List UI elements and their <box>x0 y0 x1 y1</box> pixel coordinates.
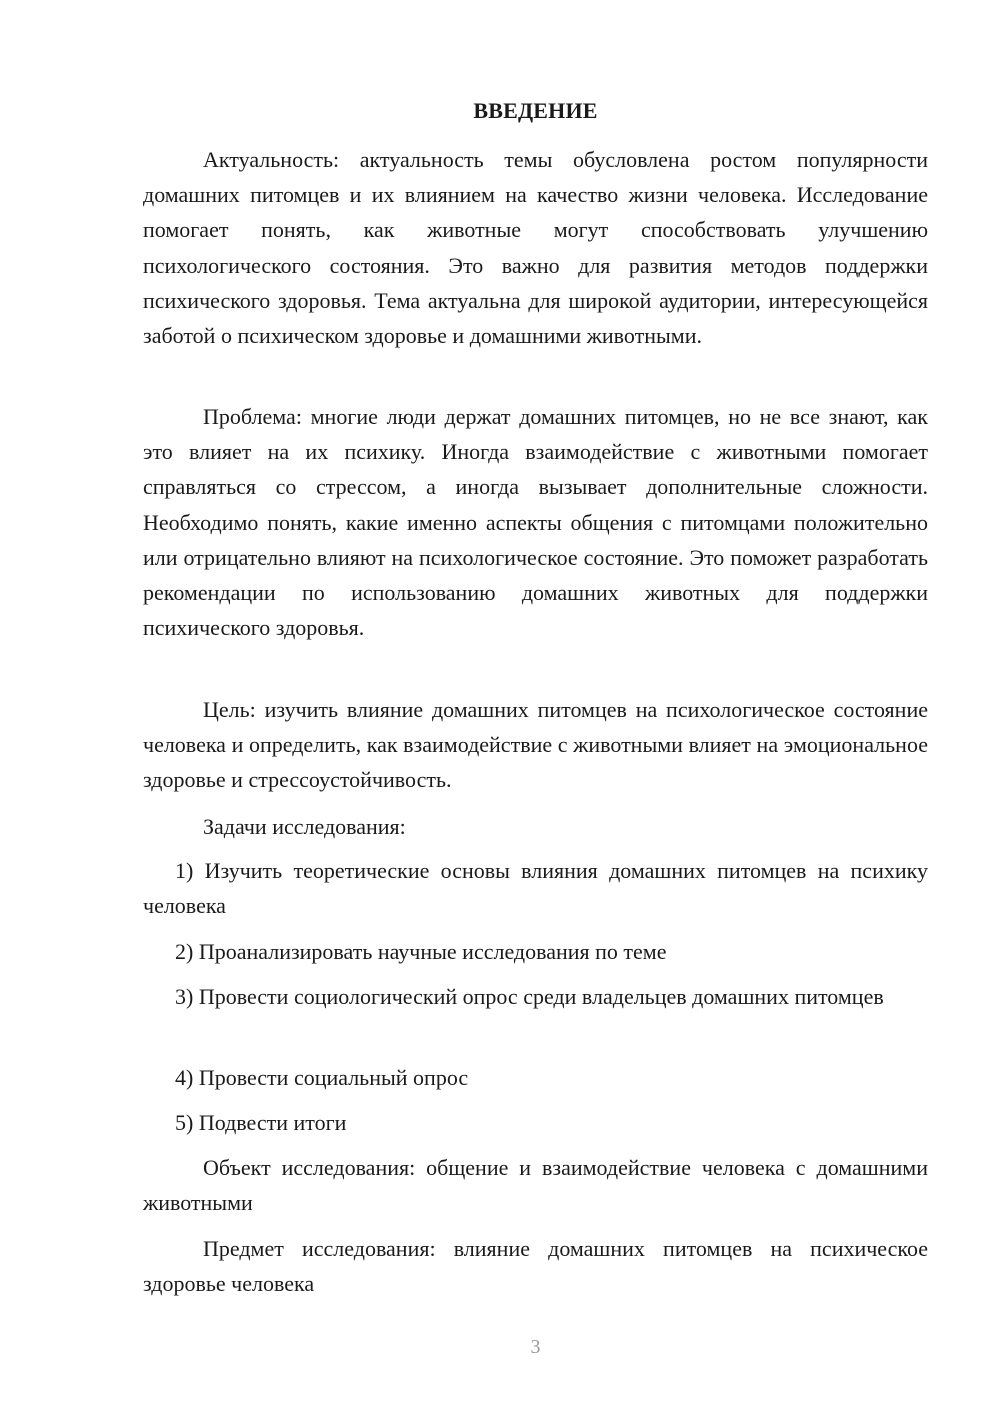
object-paragraph: Объект исследования: общение и взаимодействие человека с домашними животными <box>143 1155 928 1216</box>
task-item-3: 3) Провести социологический опрос среди владельцев домашних питомцев <box>175 984 884 1009</box>
section-title: ВВЕДЕНИЕ <box>473 98 598 123</box>
goal-paragraph: Цель: изучить влияние домашних питомцев на психологическое состояние человека и определить, как взаимодействие с животными влияет на эмоциональное здоровье и стрессоустойчивость. <box>143 697 928 793</box>
page-number: 3 <box>530 1336 541 1358</box>
task-item-4: 4) Провести социальный опрос <box>175 1065 469 1090</box>
subject-paragraph: Предмет исследования: влияние домашних питомцев на психическое здоровье человека <box>143 1236 928 1297</box>
relevance-paragraph: Актуальность: актуальность темы обусловлена ростом популярности домашних питомцев и их влиянием на качество жизни человека. Исследование помогает понять, как животные могут способствовать улучшению психологического состояния. Это важно для развития методов поддержки психического здоровья. Тема актуальна для широкой аудитории, интересующейся заботой о психическом здоровье и домашними животными. <box>143 147 928 349</box>
tasks-heading: Задачи исследования: <box>203 814 406 839</box>
problem-paragraph: Проблема: многие люди держат домашних питомцев, но не все знают, как это влияет на их психику. Иногда взаимодействие с животными помогает справляться со стрессом, а иногда вызывает дополнительные сложности. Необходимо понять, какие именно аспекты общения с питомцами положительно или отрицательно влияют на психологическое состояние. Это поможет разработать рекомендации по использованию домашних животных для поддержки психического здоровья. <box>143 404 928 641</box>
task-item-2: 2) Проанализировать научные исследования по теме <box>175 939 667 964</box>
task-item-5: 5) Подвести итоги <box>175 1110 347 1135</box>
task-item-1: 1) Изучить теоретические основы влияния домашних питомцев на психику человека <box>143 858 928 919</box>
